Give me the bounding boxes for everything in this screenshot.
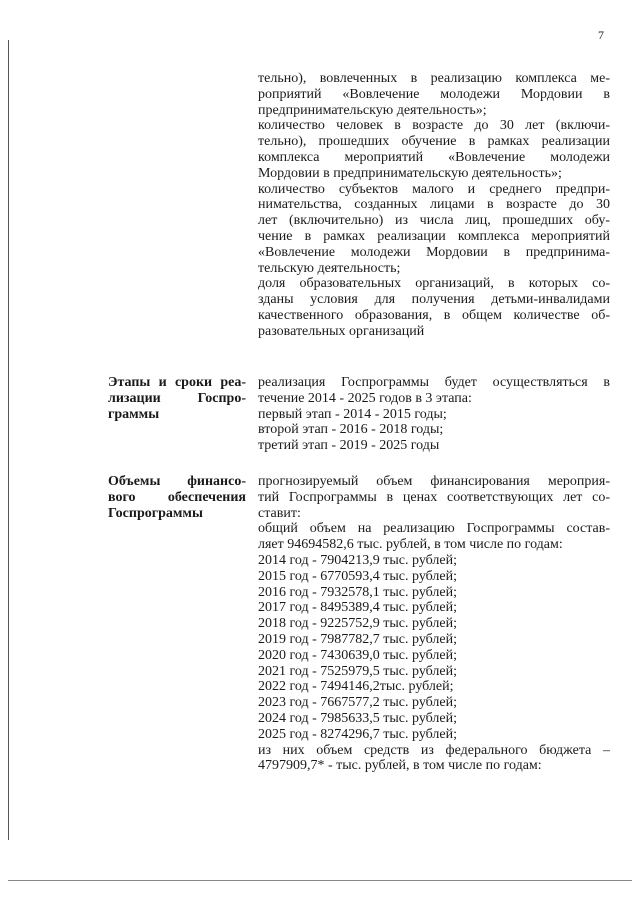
label-line: Объемы финансо- — [108, 474, 246, 489]
year-line: 2015 год - 6770593,4 тыс. рублей; — [258, 568, 458, 584]
label-line: граммы — [108, 407, 160, 422]
text-line: реализация Госпрограммы будет осуществляться в — [258, 375, 610, 390]
text-line: течение 2014 - 2025 годов в 3 этапа: — [258, 390, 472, 406]
year-line: 2022 год - 7494146,2тыс. рублей; — [258, 679, 454, 695]
text-line: ставит: — [258, 505, 301, 521]
year-line: 2017 год - 8495389,4 тыс. рублей; — [258, 600, 458, 616]
text-line: роприятий «Вовлечение молодежи Мордовии в — [258, 86, 610, 102]
text-line: 4797909,7* - тыс. рублей, в том числе по годам: — [258, 758, 542, 774]
text-line: третий этап - 2019 - 2025 годы — [258, 438, 440, 454]
text-line: тий Госпрограммы в ценах соответствующих лет со- — [258, 489, 610, 505]
text-line: из них объем средств из федерального бюджета – — [258, 742, 610, 758]
text-line: прогнозируемый объем финансирования мероприя- — [258, 474, 610, 489]
text-line: тельно), вовлеченных в реализацию комплекса ме- — [258, 71, 610, 86]
text-line: лет (включительно) из числа лиц, прошедших обу- — [258, 213, 610, 229]
label-line: вого обеспечения — [108, 490, 246, 505]
year-line: 2016 год - 7932578,1 тыс. рублей; — [258, 584, 458, 600]
year-line: 2018 год - 9225752,9 тыс. рублей; — [258, 616, 458, 632]
text-line: разовательных организаций — [258, 323, 425, 339]
margin-rule — [8, 40, 9, 840]
funding-text — [258, 474, 610, 774]
year-line: 2021 год - 7525979,5 тыс. рублей; — [258, 663, 458, 679]
year-line: 2025 год - 8274296,7 тыс. рублей; — [258, 726, 458, 742]
text-line: второй этап - 2016 - 2018 годы; — [258, 422, 444, 438]
text-line: общий объем на реализацию Госпрограммы состав- — [258, 521, 610, 537]
text-line: предпринимательскую деятельность»; — [258, 102, 487, 118]
year-line: 2024 год - 7985633,5 тыс. рублей; — [258, 710, 458, 726]
year-line: 2014 год - 7904213,9 тыс. рублей; — [258, 552, 458, 568]
text-line: нимательства, созданных лицами в возрасте до 30 — [258, 197, 610, 213]
text-line: ляет 94694582,6 тыс. рублей, в том числе по годам: — [258, 537, 563, 553]
label-line: Этапы и сроки реа- — [108, 375, 246, 390]
text-line: количество человек в возрасте до 30 лет (включи- — [258, 118, 610, 134]
text-line: качественного образования, в общем количестве об- — [258, 307, 610, 323]
footer-rule — [8, 880, 632, 881]
text-line: зданы условия для получения детьми-инвалидами — [258, 292, 610, 308]
year-line: 2019 год - 7987782,7 тыс. рублей; — [258, 631, 458, 647]
funding-label — [108, 474, 246, 522]
text-line: Мордовии в предпринимательскую деятельность»; — [258, 165, 562, 181]
stages-label — [108, 375, 246, 423]
text-line: чение в рамках реализации комплекса мероприятий — [258, 228, 610, 244]
text-line: первый этап - 2014 - 2015 годы; — [258, 406, 447, 422]
text-line: тельно), прошедших обучение в рамках реализации — [258, 134, 610, 150]
year-line: 2020 год - 7430639,0 тыс. рублей; — [258, 647, 458, 663]
text-line: доля образовательных организаций, в которых со- — [258, 276, 610, 292]
label-line: Госпрограммы — [108, 506, 203, 521]
text-line: количество субъектов малого и среднего предпри- — [258, 181, 610, 197]
indicators-text — [258, 71, 610, 340]
year-line: 2023 год - 7667577,2 тыс. рублей; — [258, 695, 458, 711]
stages-text — [258, 375, 610, 454]
label-line: лизации Госпро- — [108, 391, 246, 406]
text-line: тельскую деятельность; — [258, 260, 401, 276]
text-line: комплекса мероприятий «Вовлечение молодежи — [258, 149, 610, 165]
page-number: 7 — [598, 28, 604, 42]
text-line: «Вовлечение молодежи Мордовии в предпринима- — [258, 244, 610, 260]
